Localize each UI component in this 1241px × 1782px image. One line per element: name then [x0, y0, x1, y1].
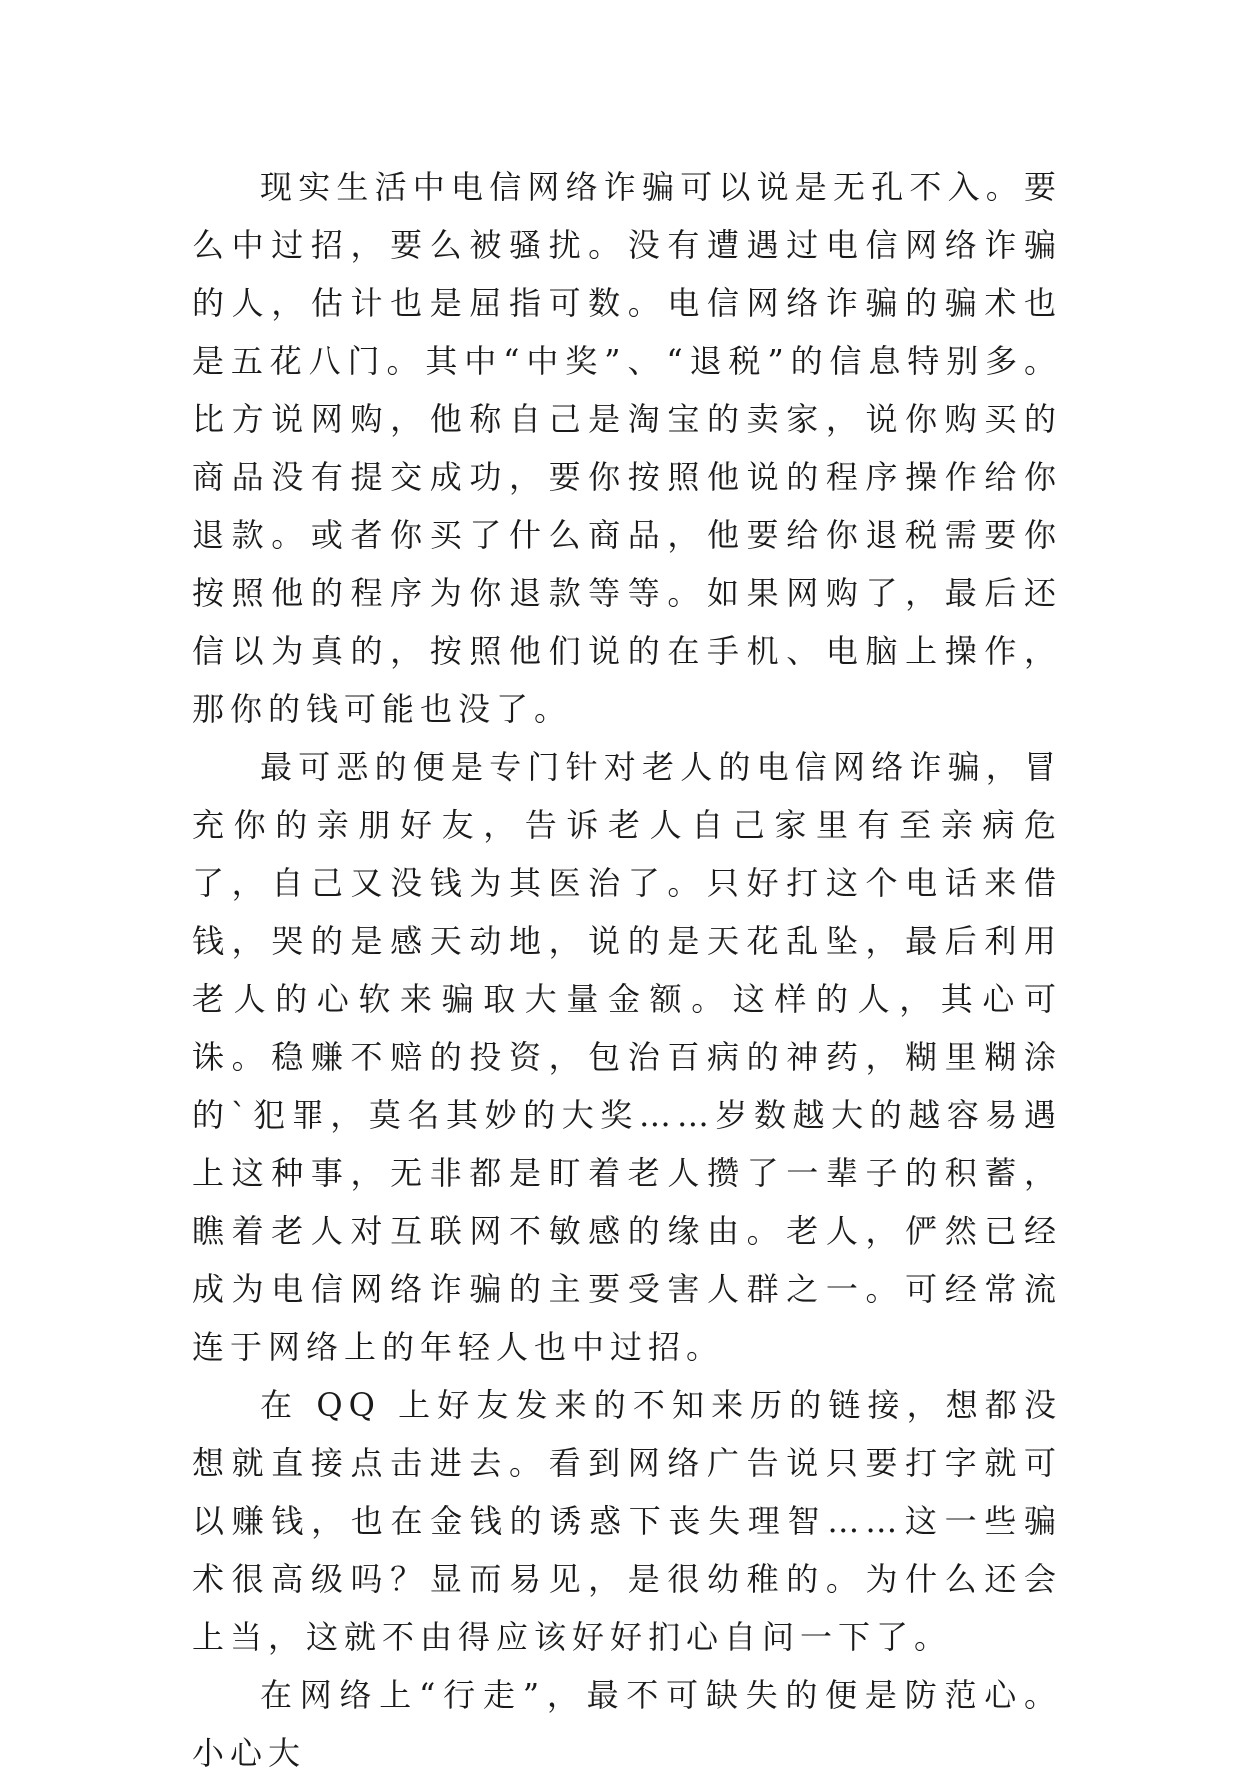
paragraph-3: 在 QQ 上好友发来的不知来历的链接，想都没想就直接点击进去。看到网络广告说只要打字就可以赚钱，也在金钱的诱惑下丧失理智……这一些骗术很高级吗？显而易见，是很幼稚的。为什么还会上当，这就不由得应该好好扪心自问一下了。: [192, 1386, 1062, 1656]
article-body: [192, 158, 1062, 1782]
paragraph-2: 最可恶的便是专门针对老人的电信网络诈骗，冒充你的亲朋好友，告诉老人自己家里有至亲病危了，自己又没钱为其医治了。只好打这个电话来借钱，哭的是感天动地，说的是天花乱坠，最后利用老人的心软来骗取大量金额。这样的人，其心可诛。稳赚不赔的投资，包治百病的神药，糊里糊涂的`犯罪，莫名其妙的大奖……岁数越大的越容易遇上这种事，无非都是盯着老人攒了一辈子的积蓄，瞧着老人对互联网不敏感的缘由。老人，俨然已经成为电信网络诈骗的主要受害人群之一。可经常流连于网络上的年轻人也中过招。: [192, 748, 1062, 1366]
paragraph-4: 在网络上“行走”，最不可缺失的便是防范心。小心大: [192, 1676, 1062, 1772]
paragraph-1: 现实生活中电信网络诈骗可以说是无孔不入。要么中过招，要么被骚扰。没有遭遇过电信网络诈骗的人，估计也是屈指可数。电信网络诈骗的骗术也是五花八门。其中“中奖”、“退税”的信息特别多。比方说网购，他称自己是淘宝的卖家，说你购买的商品没有提交成功，要你按照他说的程序操作给你退款。或者你买了什么商品，他要给你退税需要你按照他的程序为你退款等等。如果网购了，最后还信以为真的，按照他们说的在手机、电脑上操作，那你的钱可能也没了。: [192, 168, 1062, 728]
